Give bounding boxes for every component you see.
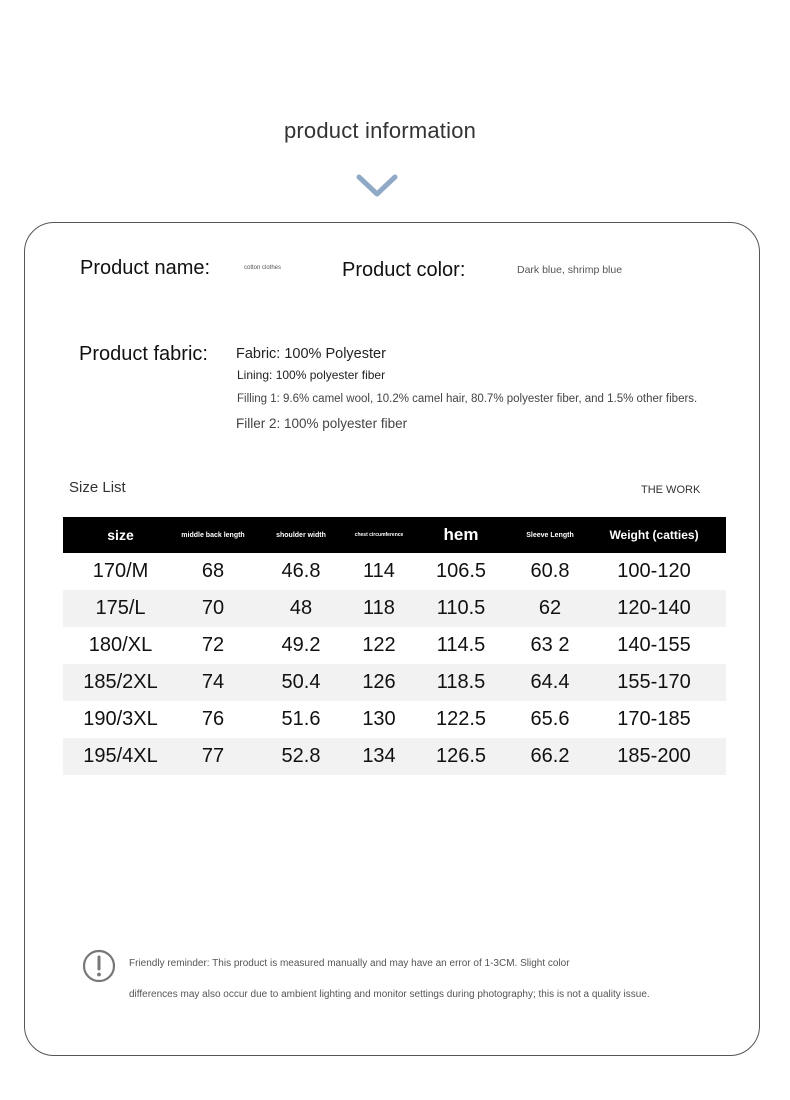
cell-sleeve-length: 66.2 [518, 738, 582, 775]
cell-size: 180/XL [88, 634, 153, 656]
cell-middle-back-length: 72 [201, 634, 225, 656]
brand-label: THE WORK [641, 484, 701, 496]
table-row [63, 664, 726, 701]
cell-weight: 120-140 [582, 590, 726, 627]
filler-2-line: Filler 2: 100% polyester fiber [236, 416, 408, 431]
cell-hem: 110.5 [404, 590, 518, 627]
product-fabric-label: Product fabric: [79, 343, 208, 365]
product-color-label: Product color: [342, 259, 466, 281]
cell-weight: 140-155 [617, 634, 691, 656]
col-header-sleeve-length: Sleeve Length [518, 517, 582, 553]
cell-hem: 114.5 [436, 634, 486, 656]
cell-sleeve-length: 60.8 [530, 560, 570, 582]
cell-sleeve-length: 62 [518, 590, 582, 627]
cell-middle-back-length: 68 [201, 560, 225, 582]
cell-chest: 130 [362, 708, 396, 730]
chevron-down-icon [356, 172, 398, 200]
cell-shoulder-width: 50.4 [248, 664, 354, 701]
col-header-size: size [63, 517, 178, 553]
cell-hem: 118.5 [404, 664, 518, 701]
product-color-value: Dark blue, shrimp blue [517, 264, 623, 276]
cell-shoulder-width: 52.8 [248, 738, 354, 775]
fabric-line: Fabric: 100% Polyester [236, 346, 386, 362]
lining-line: Lining: 100% polyester fiber [237, 368, 386, 382]
cell-hem: 122.5 [435, 708, 487, 730]
cell-shoulder-width: 51.6 [281, 708, 321, 730]
cell-size: 185/2XL [63, 664, 178, 701]
cell-shoulder-width: 49.2 [281, 634, 321, 656]
table-row [63, 701, 726, 738]
cell-chest: 118 [354, 590, 404, 627]
product-name-value: cotton clothes [244, 265, 282, 271]
cell-chest: 126 [354, 664, 404, 701]
col-header-chest-circumference: chest circumference [354, 517, 404, 553]
cell-chest: 122 [362, 634, 396, 656]
col-header-middle-back-length: middle back length [178, 517, 248, 553]
cell-middle-back-length: 70 [178, 590, 248, 627]
cell-middle-back-length: 77 [178, 738, 248, 775]
filling-1-line: Filling 1: 9.6% camel wool, 10.2% camel hair, 80.7% polyester fiber, and 1.5% other fibers. [237, 393, 698, 405]
cell-weight: 100-120 [617, 560, 691, 582]
exclamation-circle-icon [82, 949, 116, 983]
cell-size: 195/4XL [63, 738, 178, 775]
cell-sleeve-length: 63 2 [530, 634, 570, 656]
cell-shoulder-width: 46.8 [281, 560, 321, 582]
col-header-weight: Weight (catties) [582, 517, 726, 553]
size-table-header [63, 517, 726, 553]
table-row [63, 590, 726, 627]
cell-middle-back-length: 76 [201, 708, 225, 730]
page-title: product information [283, 118, 477, 143]
cell-size: 175/L [63, 590, 178, 627]
col-header-hem: hem [404, 517, 518, 553]
cell-size: 190/3XL [83, 708, 158, 730]
reminder-line-2: differences may also occur due to ambient lighting and monitor settings during photography; this is not a quality issue. [129, 989, 650, 1000]
table-row [63, 553, 726, 590]
cell-weight: 185-200 [582, 738, 726, 775]
cell-chest: 134 [354, 738, 404, 775]
reminder-line-1: Friendly reminder: This product is measured manually and may have an error of 1-3CM. Slight color [129, 958, 570, 969]
cell-hem: 106.5 [435, 560, 487, 582]
cell-chest: 114 [363, 560, 395, 582]
size-list-label: Size List [69, 479, 126, 496]
product-name-label: Product name: [80, 257, 211, 279]
cell-hem: 126.5 [404, 738, 518, 775]
table-row [63, 627, 726, 664]
cell-size: 170/M [92, 560, 149, 582]
size-table [63, 517, 726, 775]
col-header-shoulder-width: shoulder width [248, 517, 354, 553]
cell-middle-back-length: 74 [178, 664, 248, 701]
cell-weight: 170-185 [617, 708, 691, 730]
cell-sleeve-length: 64.4 [518, 664, 582, 701]
cell-shoulder-width: 48 [248, 590, 354, 627]
cell-weight: 155-170 [582, 664, 726, 701]
cell-sleeve-length: 65.6 [530, 708, 570, 730]
table-row [63, 738, 726, 775]
